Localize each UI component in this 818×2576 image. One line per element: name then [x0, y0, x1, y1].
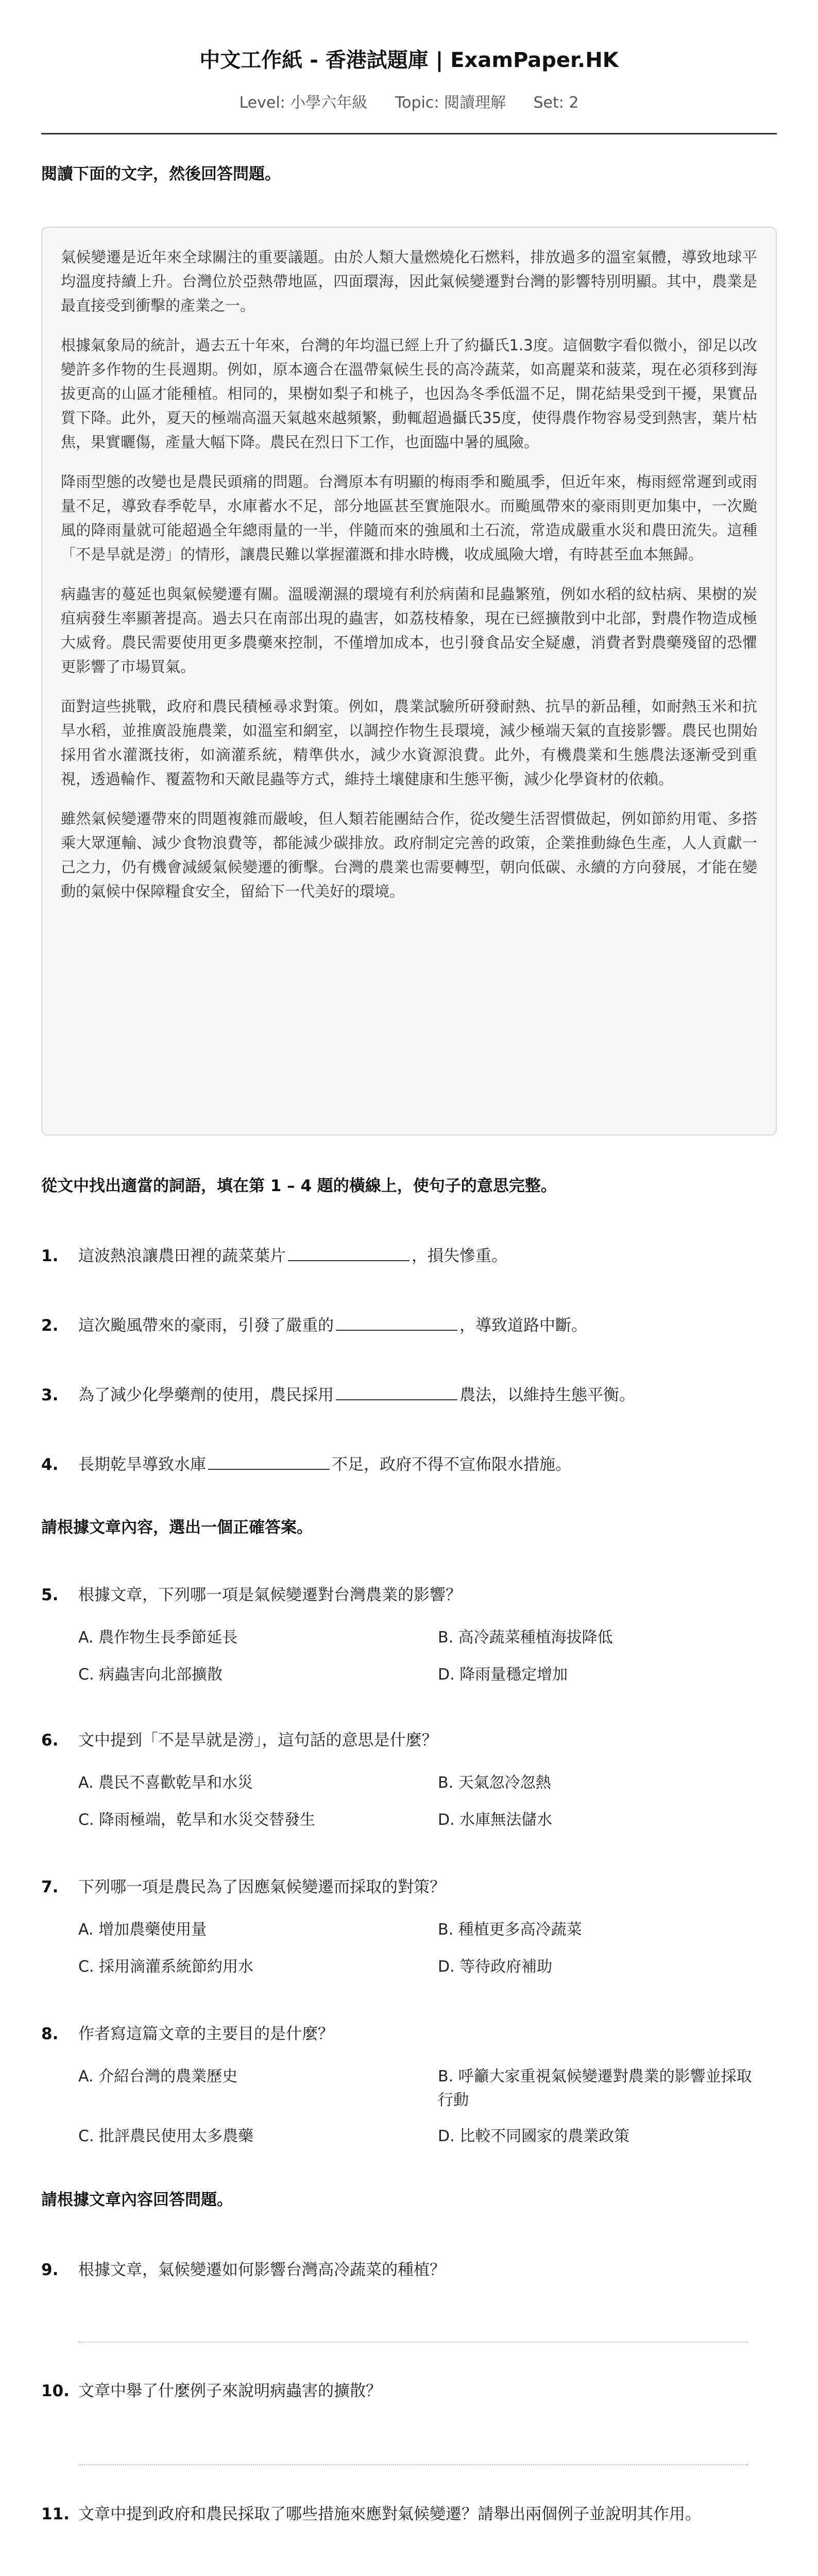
fill-section-heading: 從文中找出適當的詞語，填在第 1 – 4 題的橫線上，使句子的意思完整。: [41, 1177, 557, 1195]
question-text: 長期乾旱導致水庫: [78, 1455, 206, 1474]
option-b[interactable]: B. 天氣忽冷忽熱: [438, 1774, 551, 1792]
option-d[interactable]: D. 等待政府補助: [438, 1958, 553, 1976]
header-divider: [41, 133, 777, 134]
question-text: 這波熱浪讓農田裡的蔬菜葉片: [78, 1247, 286, 1265]
question-text: 根據文章，氣候變遷如何影響台灣高冷蔬菜的種植？: [78, 2261, 446, 2279]
option-d[interactable]: D. 比較不同國家的農業政策: [438, 2127, 630, 2145]
passage-paragraph: 氣候變遷是近年來全球關注的重要議題。由於人類大量燃燒化石燃料，排放過多的溫室氣體，導致地球平均溫度持續上升。台灣位於亞熱帶地區，四面環海，因此氣候變遷對台灣的影響特別明顯。其中，農業是最直接受到衝擊的產業之一。: [61, 248, 757, 314]
question-text: 作者寫這篇文章的主要目的是什麼？: [78, 2025, 334, 2043]
option-c[interactable]: C. 採用滴灌系統節約用水: [78, 1958, 254, 1976]
question-number: 3.: [41, 1386, 59, 1404]
option-a[interactable]: A. 農作物生長季節延長: [78, 1629, 238, 1647]
question-number: 4.: [41, 1455, 59, 1474]
option-d[interactable]: D. 降雨量穩定增加: [438, 1666, 568, 1684]
mc-section-heading: 請根據文章內容，選出一個正確答案。: [41, 1518, 313, 1537]
question-number: 9.: [41, 2261, 59, 2279]
answer-blank[interactable]: [336, 1314, 457, 1331]
question-text: 文章中提到政府和農民採取了哪些措施來應對氣候變遷？請舉出兩個例子並說明其作用。: [78, 2505, 701, 2523]
option-a[interactable]: A. 農民不喜歡乾旱和水災: [78, 1774, 253, 1792]
question-text: 文中提到「不是旱就是澇」，這句話的意思是什麼？: [78, 1731, 438, 1750]
option-c[interactable]: C. 降雨極端，乾旱和水災交替發生: [78, 1811, 316, 1829]
question-text: 下列哪一項是農民為了因應氣候變遷而採取的對策？: [78, 1878, 446, 1896]
question-text: 文章中舉了什麼例子來說明病蟲害的擴散？: [78, 2382, 382, 2400]
passage-paragraph: 病蟲害的蔓延也與氣候變遷有關。溫暖潮濕的環境有利於病菌和昆蟲繁殖，例如水稻的紋枯病、果樹的炭疽病發生率顯著提高。過去只在南部出現的蟲害，如荔枝椿象，現在已經擴散到中北部，對農作物造成極大威脅。農民需要使用更多農藥來控制，不僅增加成本，也引發食品安全疑慮，消費者對農藥殘留的恐懼更影響了市場買氣。: [61, 585, 757, 675]
page-title: 中文工作紙 - 香港試題庫 | ExamPaper.HK: [199, 48, 619, 72]
question-number: 6.: [41, 1731, 59, 1750]
option-c[interactable]: C. 批評農民使用太多農藥: [78, 2127, 254, 2145]
option-a[interactable]: A. 增加農藥使用量: [78, 1921, 207, 1939]
level-label: Level: 小學六年級: [239, 94, 368, 112]
answer-blank[interactable]: [288, 1245, 410, 1261]
question-number: 5.: [41, 1586, 59, 1604]
answer-line[interactable]: [78, 2342, 748, 2343]
option-d[interactable]: D. 水庫無法儲水: [438, 1811, 553, 1829]
question-number: 11.: [41, 2505, 70, 2523]
answer-blank[interactable]: [336, 1384, 457, 1400]
question-text: 這次颱風帶來的豪雨，引發了嚴重的: [78, 1316, 334, 1335]
question-text: 為了減少化學藥劑的使用，農民採用: [78, 1386, 334, 1404]
passage-paragraph: 根據氣象局的統計，過去五十年來，台灣的年均溫已經上升了約攝氏1.3度。這個數字看似微小，卻足以改變許多作物的生長週期。例如，原本適合在溫帶氣候生長的高冷蔬菜，如高麗菜和菠菜，現在必須移到海拔更高的山區才能種植。相同的，果樹如梨子和桃子，也因為冬季低溫不足，開花結果受到干擾，果實品質下降。此外，夏天的極端高溫天氣越來越頻繁，動輒超過攝氏35度，使得農作物容易受到熱害，葉片枯焦，果實曬傷，產量大幅下降。農民在烈日下工作，也面臨中暑的風險。: [61, 336, 757, 451]
option-a[interactable]: A. 介紹台灣的農業歷史: [78, 2067, 238, 2086]
question-text: ，導致道路中斷。: [459, 1316, 587, 1335]
question-number: 1.: [41, 1247, 59, 1265]
question-number: 2.: [41, 1316, 59, 1335]
answer-line[interactable]: [78, 2464, 748, 2465]
question-text: 根據文章，下列哪一項是氣候變遷對台灣農業的影響？: [78, 1586, 462, 1604]
answer-blank[interactable]: [208, 1453, 330, 1470]
option-b[interactable]: B. 種植更多高冷蔬菜: [438, 1921, 582, 1939]
passage-paragraph: 雖然氣候變遷帶來的問題複雜而嚴峻，但人類若能團結合作，從改變生活習慣做起，例如節約用電、多搭乘大眾運輸、減少食物浪費等，都能減少碳排放。政府制定完善的政策，企業推動綠色生產，人人貢獻一己之力，仍有機會減緩氣候變遷的衝擊。台灣的農業也需要轉型，朝向低碳、永續的方向發展，才能在變動的氣候中保障糧食安全，留給下一代美好的環境。: [61, 810, 757, 900]
set-label: Set: 2: [533, 94, 579, 112]
question-number: 8.: [41, 2025, 59, 2043]
question-text: ，損失慘重。: [412, 1247, 507, 1265]
option-c[interactable]: C. 病蟲害向北部擴散: [78, 1666, 223, 1684]
option-b[interactable]: B. 高冷蔬菜種植海拔降低: [438, 1629, 613, 1647]
question-text: 農法，以維持生態平衡。: [459, 1386, 635, 1404]
passage-heading: 閱讀下面的文字，然後回答問題。: [41, 165, 281, 183]
topic-label: Topic: 閱讀理解: [395, 94, 506, 112]
open-section-heading: 請根據文章內容回答問題。: [41, 2191, 233, 2209]
question-number: 7.: [41, 1878, 59, 1896]
question-text: 不足，政府不得不宣佈限水措施。: [332, 1455, 571, 1474]
passage-paragraph: 面對這些挑戰，政府和農民積極尋求對策。例如，農業試驗所研發耐熱、抗旱的新品種，如耐熱玉米和抗旱水稻，並推廣設施農業，如溫室和網室，以調控作物生長環境，減少極端天氣的直接影響。農民也開始採用省水灌溉技術，如滴灌系統，精準供水，減少水資源浪費。此外，有機農業和生態農法逐漸受到重視，透過輪作、覆蓋物和天敵昆蟲等方式，維持土壤健康和生態平衡，減少化學資材的依賴。: [61, 698, 757, 788]
worksheet-meta: [41, 93, 777, 113]
bottom-fade: [0, 2566, 818, 2576]
option-b[interactable]: B. 呼籲大家重視氣候變遷對農業的影響並採取行動: [438, 2067, 752, 2109]
passage-paragraph: 降雨型態的改變也是農民頭痛的問題。台灣原本有明顯的梅雨季和颱風季，但近年來，梅雨經常遲到或雨量不足，導致春季乾旱，水庫蓄水不足，部分地區甚至實施限水。而颱風帶來的豪雨則更加集中，一次颱風的降雨量就可能超過全年總雨量的一半，伴隨而來的強風和土石流，常造成嚴重水災和農田流失。這種「不是旱就是澇」的情形，讓農民難以掌握灌溉和排水時機，收成風險大增，有時甚至血本無歸。: [61, 473, 757, 563]
reading-passage: [41, 227, 777, 1136]
question-number: 10.: [41, 2382, 70, 2400]
